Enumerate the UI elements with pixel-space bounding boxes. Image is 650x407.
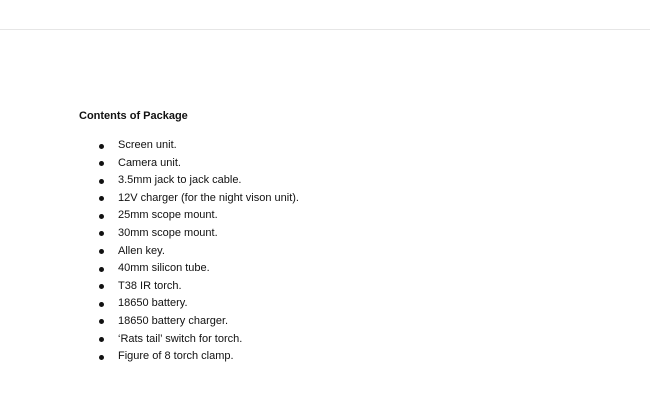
bullet-icon: [99, 161, 104, 166]
list-item-text: 18650 battery.: [118, 297, 188, 310]
bullet-icon: [99, 196, 104, 201]
list-item-text: Screen unit.: [118, 139, 177, 151]
list-item-text: 18650 battery charger.: [118, 314, 229, 327]
list-item-text: 12V charger (for the night vison unit).: [118, 191, 299, 204]
bullet-icon: [99, 249, 104, 254]
bullet-icon: [99, 319, 104, 324]
list-item-text: T38 IR torch.: [118, 279, 182, 292]
list-item-text: 40mm silicon tube.: [118, 262, 210, 275]
bullet-icon: [99, 284, 104, 289]
list-item-text: 25mm scope mount.: [118, 209, 218, 222]
list-item-text: Allen key.: [118, 244, 165, 257]
bullet-icon: [99, 355, 104, 360]
bullet-icon: [99, 231, 104, 236]
list-item-text: Figure of 8 torch clamp.: [118, 350, 234, 363]
list-item-text: Camera unit.: [118, 156, 181, 169]
bullet-icon: [99, 267, 104, 272]
section-heading: Contents of Package: [79, 110, 188, 122]
bullet-icon: [99, 214, 104, 219]
list-item-text: ‘Rats tail’ switch for torch.: [118, 332, 243, 345]
bullet-icon: [99, 337, 104, 342]
bullet-icon: [99, 144, 104, 149]
list-item-text: 3.5mm jack to jack cable.: [118, 174, 242, 187]
bullet-icon: [99, 302, 104, 307]
list-item-text: 30mm scope mount.: [118, 226, 218, 239]
header-divider: [0, 29, 650, 30]
bullet-icon: [99, 179, 104, 184]
